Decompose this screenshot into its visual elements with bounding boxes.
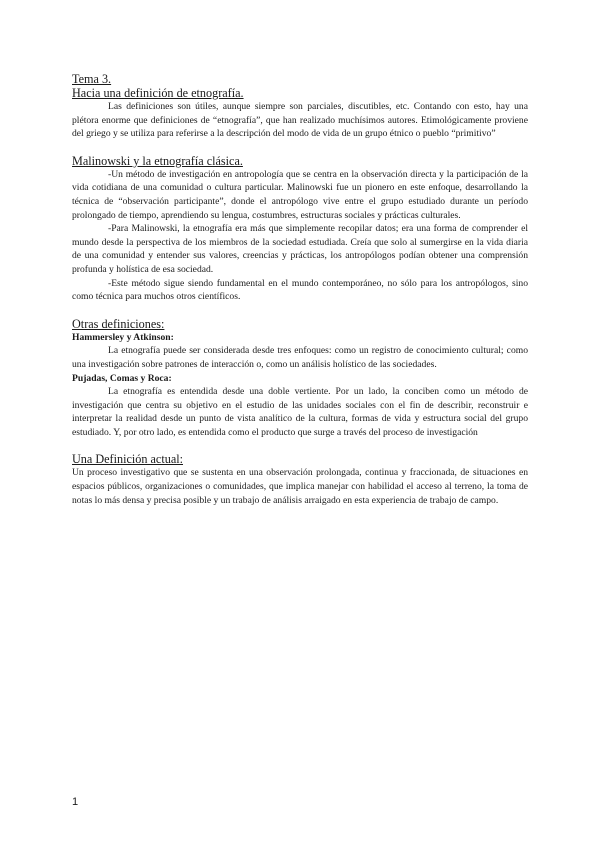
- page-number: 1: [72, 796, 79, 808]
- topic-heading: Tema 3.: [72, 72, 112, 86]
- section-current-definition-heading: Una Definición actual:: [72, 452, 183, 467]
- malinowski-paragraph-2: -Para Malinowski, la etnografía era más que simplemente recopilar datos; era una forma de comprender el mundo desde la perspectiva de los miembros de la sociedad estudiada. Creía que solo al sumergirse en la vida diaria de una comunidad y entender sus valores, creencias y prácticas, los antropólogos podían obtener una comprensión profunda y holística de esa sociedad.: [72, 223, 528, 275]
- pujadas-paragraph: La etnografía es entendida desde una doble vertiente. Por un lado, la conciben como un método de investigación que centra su objetivo en el estudio de las unidades sociales con el fin de describir, reconstruir e interpretar la realidad desde un punto de vista analítico de la cultura, formas de vida y estructura social del grupo estudiado. Y, por otro lado, es entendida como el producto que surge a través del proceso de investigación: [72, 386, 528, 438]
- section-malinowski-heading: Malinowski y la etnografía clásica.: [72, 153, 243, 168]
- document-page: [72, 72, 528, 507]
- section-other-definitions-heading: Otras definiciones:: [72, 316, 165, 331]
- malinowski-paragraph-1: -Un método de investigación en antropología que se centra en la observación directa y la participación de la vida cotidiana de una comunidad o cultura particular. Malinowski fue un pionero en este enfoque, desarrollando la técnica de “observación participante”, donde el antropólogo vive entre el grupo estudiado durante un período prolongado de tiempo, aprendiendo su lengua, costumbres, estructuras sociales y prácticas culturales.: [72, 168, 528, 221]
- document-title: Hacia una definición de etnografía.: [72, 86, 244, 100]
- author-hammersley-atkinson: Hammersley y Atkinson:: [72, 331, 174, 343]
- current-definition-paragraph: Un proceso investigativo que se sustenta en una observación prolongada, continua y fraccionada, de situaciones en espacios públicos, organizaciones o comunidades, que implica manejar con habilidad el acceso al terreno, la toma de notas lo más densa y precisa posible y un trabajo de análisis arraigado en esta experiencia de trabajo de campo.: [72, 467, 528, 506]
- malinowski-paragraph-3: -Este método sigue siendo fundamental en el mundo contemporáneo, no sólo para los antropólogos, sino como técnica para muchos otros científicos.: [72, 277, 528, 303]
- author-pujadas-comas-roca: Pujadas, Comas y Roca:: [72, 372, 172, 384]
- hammersley-paragraph: La etnografía puede ser considerada desde tres enfoques: como un registro de conocimiento cultural; como una investigación sobre patrones de interacción o, como un análisis holístico de las sociedades.: [72, 345, 528, 370]
- intro-paragraph: Las definiciones son útiles, aunque siempre son parciales, discutibles, etc. Contando con esto, hay una plétora enorme que definiciones de “etnografía”, que han realizado muchísimos autores. Etimológicamente proviene del griego y se utiliza para referirse a la descripción del modo de vida de un grupo étnico o pueblo “primitivo”: [72, 101, 528, 140]
